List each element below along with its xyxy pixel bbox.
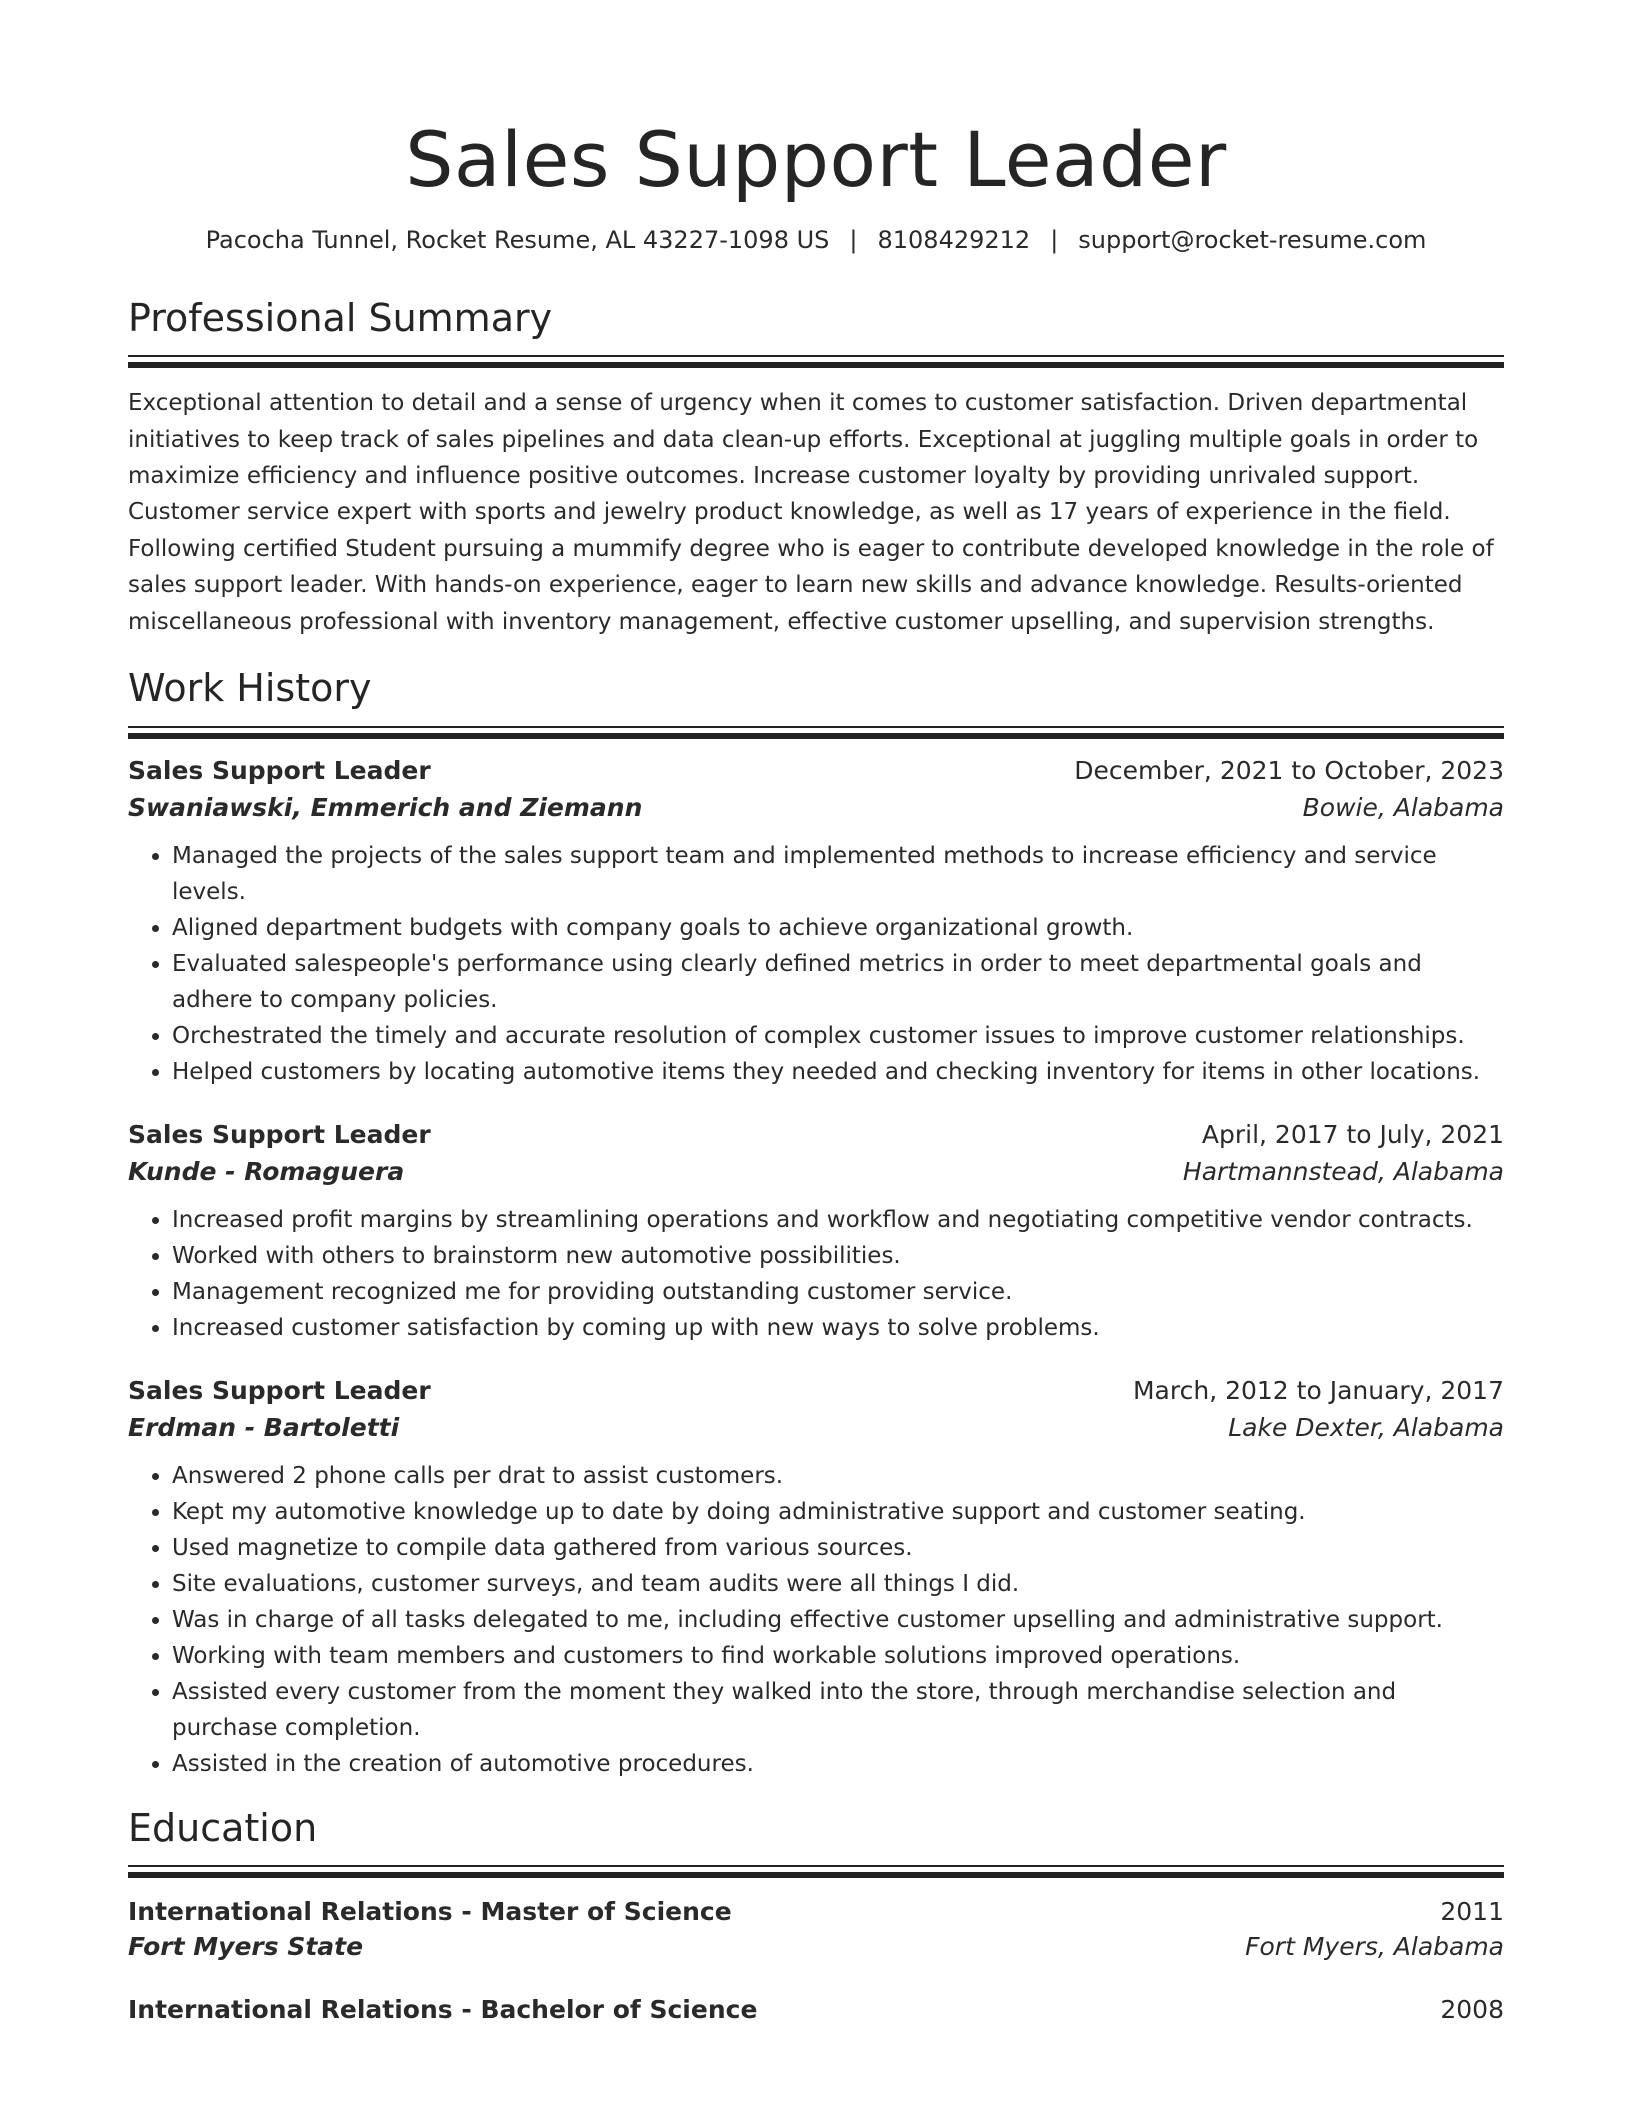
contact-separator: | bbox=[1050, 225, 1059, 254]
job-bullets bbox=[128, 1202, 1504, 1346]
education-year: 2008 bbox=[1440, 1995, 1504, 2025]
job-title: Sales Support Leader bbox=[128, 1375, 431, 1405]
education-section bbox=[128, 1806, 1504, 2025]
contact-address: Pacocha Tunnel, Rocket Resume, AL 43227-1098 US bbox=[205, 225, 830, 254]
job-dates: December, 2021 to October, 2023 bbox=[1074, 755, 1504, 785]
summary-text: Exceptional attention to detail and a sense of urgency when it comes to customer satisfaction. Driven departmental initiatives to keep track of sales pipelines and data clean-up efforts. Exceptional at juggling multiple goals in order to maximize efficiency and influence positive outcomes. Increase customer loyalty by providing unrivaled support. Customer service expert with sports and jewelry product knowledge, as well as 17 years of experience in the field. Following certified Student pursuing a mummify degree who is eager to contribute developed knowledge in the role of sales support leader. With hands-on experience, eager to learn new skills and advance knowledge. Results-oriented miscellaneous professional with inventory management, effective customer upselling, and supervision strengths. bbox=[128, 390, 1494, 635]
work-history-heading: Work History bbox=[128, 666, 372, 711]
job-bullets bbox=[128, 1458, 1504, 1782]
job-bullet: • Increased customer satisfaction by coming up with new ways to solve problems. bbox=[172, 1310, 1504, 1346]
job-subheader bbox=[128, 1413, 1504, 1442]
job-bullets bbox=[128, 838, 1504, 1090]
contact-line bbox=[128, 226, 1504, 254]
job-header bbox=[128, 756, 1504, 785]
job-dates: April, 2017 to July, 2021 bbox=[1201, 1119, 1504, 1149]
contact-phone: 8108429212 bbox=[877, 225, 1031, 254]
education-degree: International Relations - Master of Science bbox=[128, 1897, 732, 1927]
job-entry bbox=[128, 1376, 1504, 1782]
job-company: Kunde - Romaguera bbox=[128, 1156, 405, 1186]
resume-page bbox=[128, 0, 1504, 2024]
education-subheader bbox=[128, 1932, 1504, 1961]
job-subheader bbox=[128, 1157, 1504, 1186]
job-bullet: • Managed the projects of the sales support team and implemented methods to increase efficiency and service levels. bbox=[172, 838, 1504, 910]
job-bullet: • Assisted in the creation of automotive procedures. bbox=[172, 1746, 1504, 1782]
education-school: Fort Myers State bbox=[128, 1932, 364, 1962]
job-company: Swaniawski, Emmerich and Ziemann bbox=[128, 792, 643, 822]
job-bullet: • Increased profit margins by streamlining operations and workflow and negotiating competitive vendor contracts. bbox=[172, 1202, 1504, 1238]
job-entry bbox=[128, 756, 1504, 1090]
job-bullet: • Working with team members and customers to find workable solutions improved operations. bbox=[172, 1638, 1504, 1674]
section-divider bbox=[128, 726, 1504, 740]
job-bullet: • Site evaluations, customer surveys, and team audits were all things I did. bbox=[172, 1566, 1504, 1602]
job-location: Hartmannstead, Alabama bbox=[1182, 1156, 1504, 1186]
education-header bbox=[128, 1995, 1504, 2024]
job-location: Lake Dexter, Alabama bbox=[1228, 1412, 1504, 1442]
work-history-section bbox=[128, 666, 1504, 1782]
job-bullet: • Kept my automotive knowledge up to date by doing administrative support and customer seating. bbox=[172, 1494, 1504, 1530]
job-bullet: • Management recognized me for providing outstanding customer service. bbox=[172, 1274, 1504, 1310]
summary-heading: Professional Summary bbox=[128, 295, 553, 340]
job-bullet: • Evaluated salespeople's performance using clearly defined metrics in order to meet departmental goals and adhere to company policies. bbox=[172, 946, 1504, 1018]
education-year: 2011 bbox=[1440, 1897, 1504, 1927]
education-degree: International Relations - Bachelor of Science bbox=[128, 1995, 758, 2025]
education-entry bbox=[128, 1897, 1504, 1961]
job-header bbox=[128, 1376, 1504, 1405]
job-bullet: • Answered 2 phone calls per drat to assist customers. bbox=[172, 1458, 1504, 1494]
education-entry bbox=[128, 1995, 1504, 2024]
section-divider bbox=[128, 1865, 1504, 1879]
job-bullet: • Helped customers by locating automotive items they needed and checking inventory for items in other locations. bbox=[172, 1054, 1504, 1090]
summary-section bbox=[128, 296, 1504, 640]
education-location: Fort Myers, Alabama bbox=[1245, 1932, 1504, 1962]
job-bullet: • Orchestrated the timely and accurate resolution of complex customer issues to improve customer relationships. bbox=[172, 1018, 1504, 1054]
job-bullet: • Used magnetize to compile data gathered from various sources. bbox=[172, 1530, 1504, 1566]
contact-separator: | bbox=[849, 225, 858, 254]
job-header bbox=[128, 1120, 1504, 1149]
resume-name: Sales Support Leader bbox=[405, 115, 1227, 204]
job-subheader bbox=[128, 793, 1504, 822]
job-dates: March, 2012 to January, 2017 bbox=[1132, 1375, 1504, 1405]
job-entry bbox=[128, 1120, 1504, 1346]
contact-email: support@rocket-resume.com bbox=[1078, 225, 1427, 254]
job-bullet: • Aligned department budgets with company goals to achieve organizational growth. bbox=[172, 910, 1504, 946]
education-heading: Education bbox=[128, 1805, 318, 1850]
job-bullet: • Assisted every customer from the moment they walked into the store, through merchandise selection and purchase completion. bbox=[172, 1674, 1504, 1746]
job-title: Sales Support Leader bbox=[128, 1119, 431, 1149]
job-location: Bowie, Alabama bbox=[1302, 792, 1504, 822]
education-header bbox=[128, 1897, 1504, 1926]
job-bullet: • Worked with others to brainstorm new automotive possibilities. bbox=[172, 1238, 1504, 1274]
job-title: Sales Support Leader bbox=[128, 755, 431, 785]
job-company: Erdman - Bartoletti bbox=[128, 1412, 400, 1442]
job-bullet: • Was in charge of all tasks delegated to me, including effective customer upselling and administrative support. bbox=[172, 1602, 1504, 1638]
section-divider bbox=[128, 355, 1504, 369]
